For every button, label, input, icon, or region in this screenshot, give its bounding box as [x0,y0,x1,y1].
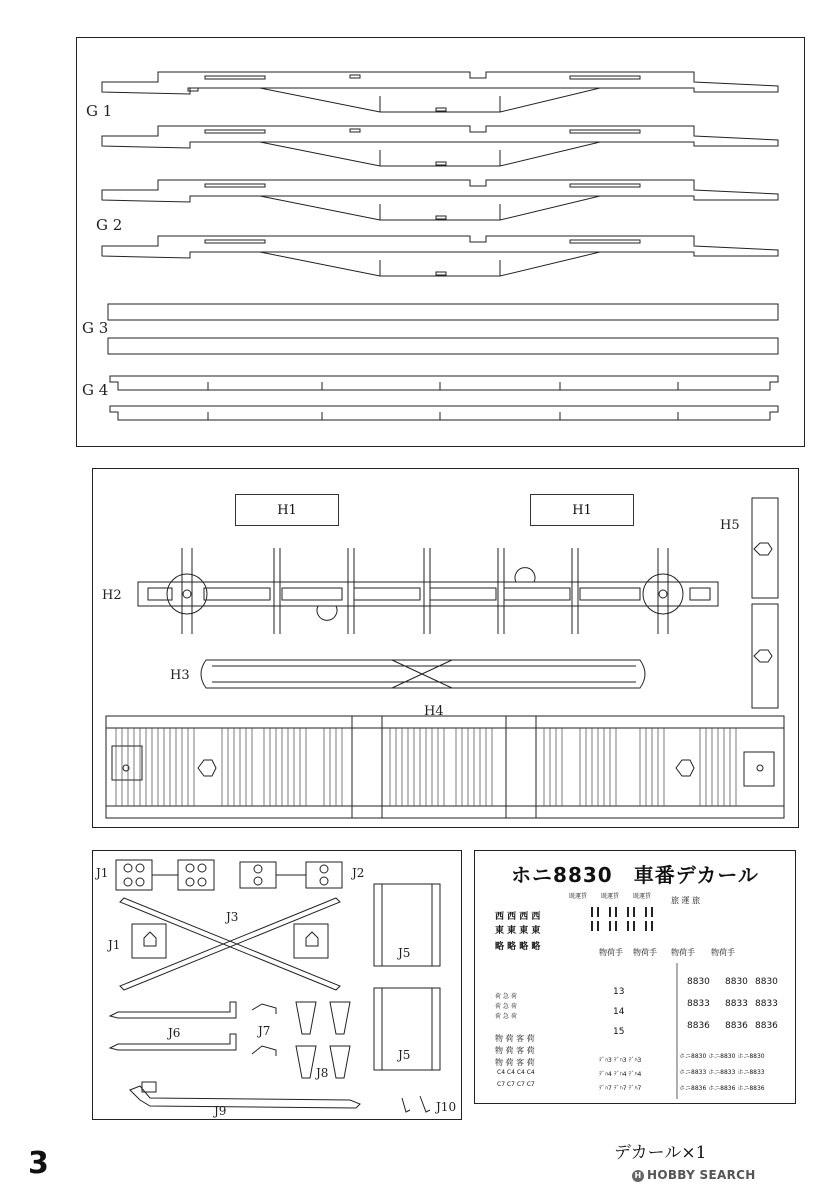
hobby-search-logo-icon: H [632,1170,644,1182]
label-g2: G 2 [96,216,123,234]
decal-east-row: 東 東 東 東 [495,926,541,936]
label-h5: H5 [720,518,740,533]
decal-kanji-col-2: 荷 急 荷 [495,1003,517,1010]
label-h2: H2 [102,588,122,603]
decal-owner-right-2: 物荷手 [711,948,735,957]
decal-left-row-2: 物 荷 客 荷 [495,1046,535,1055]
part-j9 [130,1086,360,1108]
decal-number-8836: 8836 [687,1021,710,1031]
label-g4: G 4 [82,381,109,399]
decal-owner-left-2: 物荷手 [633,948,657,957]
decal-bottom-row-1: ホニ8830 ホニ8830 ホニ8830 [679,1053,765,1060]
label-j7: J7 [258,1024,271,1038]
part-j3 [120,898,340,990]
part-j5-lower [374,988,440,1070]
part-j1-plate-left [132,924,166,958]
decal-emblem-row: 西 西 西 西 [495,912,541,922]
decal-mid-v1: 13 [613,987,625,997]
decal-owner-right-1: 物荷手 [671,948,695,957]
decal-number-8833-c: 8833 [755,999,778,1009]
part-j7-upper [252,1004,276,1014]
part-j8-d [330,1046,350,1078]
decal-number-8830: 8830 [687,977,710,987]
decal-mid-r3: ﾃﾞﾊ7 ﾃﾞﾊ7 ﾃﾞﾊ7 [599,1085,642,1092]
decal-owner-left-1: 物荷手 [599,948,623,957]
label-h1-left: H1 [277,502,297,518]
part-j8-a [296,1002,316,1034]
part-j8-c [296,1046,316,1078]
decal-number-8836-c: 8836 [755,1021,778,1031]
part-j10-b [420,1096,430,1112]
decal-mid-r2: ﾃﾞﾊ4 ﾃﾞﾊ4 ﾃﾞﾊ4 [599,1071,642,1078]
label-j8: J8 [316,1066,329,1080]
decal-number-8836-b: 8836 [725,1021,748,1031]
decal-left-row-3: 物 荷 客 荷 [495,1058,535,1067]
part-j10-a [402,1098,410,1112]
label-h1-right: H1 [572,502,592,518]
decal-divider [475,851,796,1104]
hobby-search-watermark [632,1168,756,1182]
part-j7-lower [252,1046,276,1056]
label-g3: G 3 [82,319,109,337]
decal-number-8833-b: 8833 [725,999,748,1009]
part-j1-plate-right [294,924,328,958]
label-j9: J9 [214,1104,227,1118]
decal-row-a: 旅 運 旅 [671,896,701,905]
decal-number-8830-c: 8830 [755,977,778,987]
label-j3: J3 [226,910,239,924]
label-h4: H4 [424,704,444,719]
decal-rail-1: 既運賃 [569,893,588,900]
watermark-text: HOBBY SEARCH [647,1168,756,1182]
decal-left-row-1: 物 荷 客 荷 [495,1034,535,1043]
page-number: 3 [28,1146,49,1181]
decal-mid-v3: 15 [613,1027,625,1037]
decal-title: ホニ8830 車番デカール [511,863,759,887]
label-j5-lower: J5 [398,1048,411,1062]
decal-sheet [474,850,796,1104]
label-j5-upper: J5 [398,946,411,960]
part-j2 [240,862,342,888]
part-j6-upper [110,1002,236,1018]
part-j6-lower [110,1034,236,1050]
label-g1: G 1 [86,102,113,120]
label-j10: J10 [436,1100,457,1114]
part-j1-top [116,860,214,890]
decal-left-c4: C4 C4 C4 C4 [497,1069,535,1076]
decal-kanji-col-1: 荷 急 荷 [495,993,517,1000]
decal-rail-2: 既運賃 [601,893,620,900]
decal-station-row: 略 略 略 略 [495,942,541,952]
label-j1-mid: J1 [108,938,121,952]
part-j5-upper [374,884,440,966]
part-j8-b [330,1002,350,1034]
label-j2: J2 [352,866,365,880]
label-h3: H3 [170,668,190,683]
label-j1-top: J1 [96,866,109,880]
decal-mid-v2: 14 [613,1007,625,1017]
decal-number-8830-b: 8830 [725,977,748,987]
label-j6: J6 [168,1026,181,1040]
decal-count: デカール×1 [614,1143,707,1163]
decal-mid-r1: ﾃﾞﾊ3 ﾃﾞﾊ3 ﾃﾞﾊ3 [599,1057,642,1064]
decal-bottom-row-2: ホニ8833 ホニ8833 ホニ8833 [679,1069,765,1076]
decal-rail-3: 既運賃 [633,893,652,900]
decal-left-c7: C7 C7 C7 C7 [497,1081,535,1088]
decal-bottom-row-3: ホニ8836 ホニ8836 ホニ8836 [679,1085,765,1092]
decal-kanji-col-3: 荷 急 荷 [495,1013,517,1020]
decal-number-8833: 8833 [687,999,710,1009]
